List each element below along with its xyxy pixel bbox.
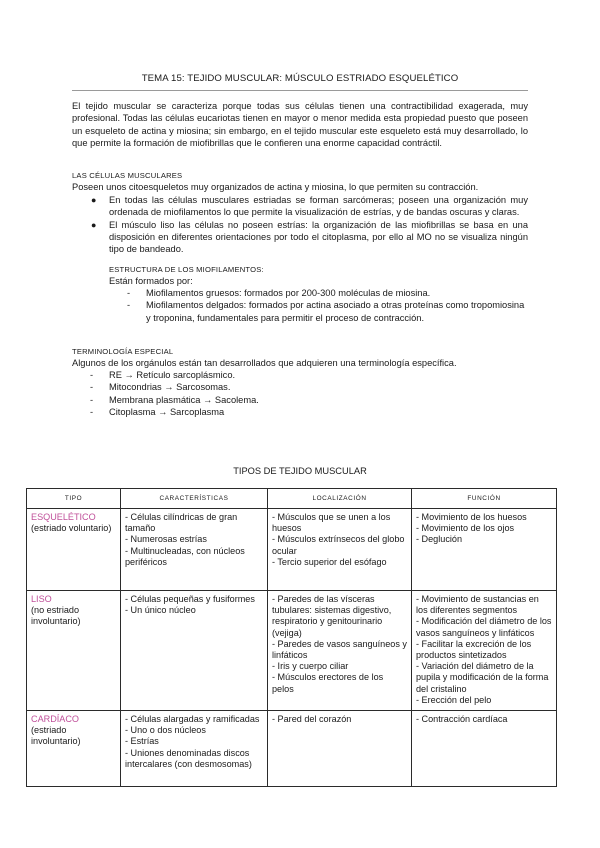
myofilaments-lead: Están formados por: bbox=[109, 276, 193, 286]
characteristics-cell: - Células alargadas y ramificadas - Uno o dos núcleos - Estrías - Uniones denominadas discos intercalares (con desmosomas) bbox=[121, 711, 268, 787]
title-underline bbox=[72, 90, 528, 91]
list-item: ● En todas las células musculares estriadas se forman sarcómeras; poseen una organización muy ordenada de miofilamentos lo que permite la visualización de estrías, y de bandas oscuras y claras. bbox=[91, 195, 528, 218]
header-location: LOCALIZACIÓN bbox=[268, 489, 412, 509]
location-cell: - Músculos que se unen a los huesos - Músculos extrínsecos del globo ocular - Tercio superior del esófago bbox=[268, 509, 412, 591]
cells-bullet-list bbox=[91, 194, 528, 255]
cells-heading: LAS CÉLULAS MUSCULARES bbox=[72, 171, 183, 180]
list-item: - Miofilamentos delgados: formados por actina asociado a otras proteínas como tropomiosina y troponina, fundamentales para permitir el proceso de contracción. bbox=[127, 300, 525, 323]
terminology-heading: TERMINOLOGÍA ESPECIAL bbox=[72, 347, 174, 356]
type-note: (estriado involuntario) bbox=[31, 725, 81, 747]
list-item: - Miofilamentos gruesos: formados por 200-300 moléculas de miosina. bbox=[127, 288, 431, 298]
list-item: - Citoplasma → Sarcoplasma bbox=[90, 406, 225, 417]
list-item: - Mitocondrias → Sarcosomas. bbox=[90, 382, 231, 393]
type-name: CARDÍACO bbox=[31, 714, 79, 725]
characteristics-cell: - Células pequeñas y fusiformes - Un único núcleo bbox=[121, 591, 268, 711]
list-item: ● El músculo liso las células no poseen estrías: la organización de las miofibrillas se basa en una disposición en diferentes orientaciones por todo el citoplasma, por ello al MO no se visualiza ningún tipo de bandeado. bbox=[91, 219, 528, 255]
muscle-types-table bbox=[26, 488, 557, 787]
location-cell: - Paredes de las vísceras tubulares: sistemas digestivo, respiratorio y genitourinario (vejiga) - Paredes de vasos sanguíneos y linfáticos - Iris y cuerpo ciliar - Músculos erectores de los pelos bbox=[268, 591, 412, 711]
table-row bbox=[27, 591, 557, 711]
page-title: TEMA 15: TEJIDO MUSCULAR: MÚSCULO ESTRIADO ESQUELÉTICO bbox=[141, 73, 459, 84]
type-cell bbox=[27, 509, 121, 591]
function-cell: - Movimiento de los huesos - Movimiento de los ojos - Deglución bbox=[412, 509, 557, 591]
myofilaments-list bbox=[127, 287, 528, 324]
table-row bbox=[27, 509, 557, 591]
table-header-row bbox=[27, 489, 557, 509]
list-item: - RE → Retículo sarcoplásmico. bbox=[90, 370, 236, 380]
list-item: - Membrana plasmática → Sacolema. bbox=[90, 394, 259, 405]
type-note: (no estriado involuntario) bbox=[31, 605, 81, 627]
location-cell: - Pared del corazón bbox=[268, 711, 412, 787]
bullet-icon: ● bbox=[91, 195, 97, 205]
header-function: FUNCIÓN bbox=[412, 489, 557, 509]
cells-lead: Poseen unos citoesqueletos muy organizados de actina y miosina, lo que permiten su contracción. bbox=[72, 182, 479, 192]
header-type: TIPO bbox=[27, 489, 121, 509]
intro-paragraph: El tejido muscular se caracteriza porque todas sus células tienen una contractibilidad exagerada, muy profesional. Todas las células eucariotas tienen en mayor o menor medida esta propiedad puesto que poseen un esqueleto de actina y miosina; sin embargo, en el tejido muscular este esqueleto está muy desarrollado, lo que permite la formación de miofibrillas que le confieren una enorme capacidad contráctil. bbox=[72, 101, 528, 148]
type-cell bbox=[27, 711, 121, 787]
type-name: ESQUELÉTICO bbox=[31, 512, 96, 522]
terminology-list bbox=[90, 369, 510, 418]
terminology-lead: Algunos de los orgánulos están tan desarrollados que adquieren una terminología específica. bbox=[72, 358, 457, 368]
bullet-icon: ● bbox=[91, 219, 97, 230]
header-characteristics: CARACTERÍSTICAS bbox=[121, 489, 268, 509]
characteristics-cell: - Células cilíndricas de gran tamaño - Numerosas estrías - Multinucleadas, con núcleos periféricos bbox=[121, 509, 268, 591]
table-row bbox=[27, 711, 557, 787]
type-name: LISO bbox=[31, 594, 52, 604]
type-note: (estriado voluntario) bbox=[31, 523, 112, 534]
type-cell bbox=[27, 591, 121, 711]
function-cell: - Contracción cardíaca bbox=[412, 711, 557, 787]
function-cell: - Movimiento de sustancias en los diferentes segmentos - Modificación del diámetro de los vasos sanguíneos y linfáticos - Facilitar la excreción de los productos sintetizados - Variación del diámetro de la pupila y modificación de la forma del cristalino - Erección del pelo bbox=[412, 591, 557, 711]
table-title: TIPOS DE TEJIDO MUSCULAR bbox=[233, 466, 367, 476]
myofilaments-heading: ESTRUCTURA DE LOS MIOFILAMENTOS: bbox=[109, 265, 264, 274]
